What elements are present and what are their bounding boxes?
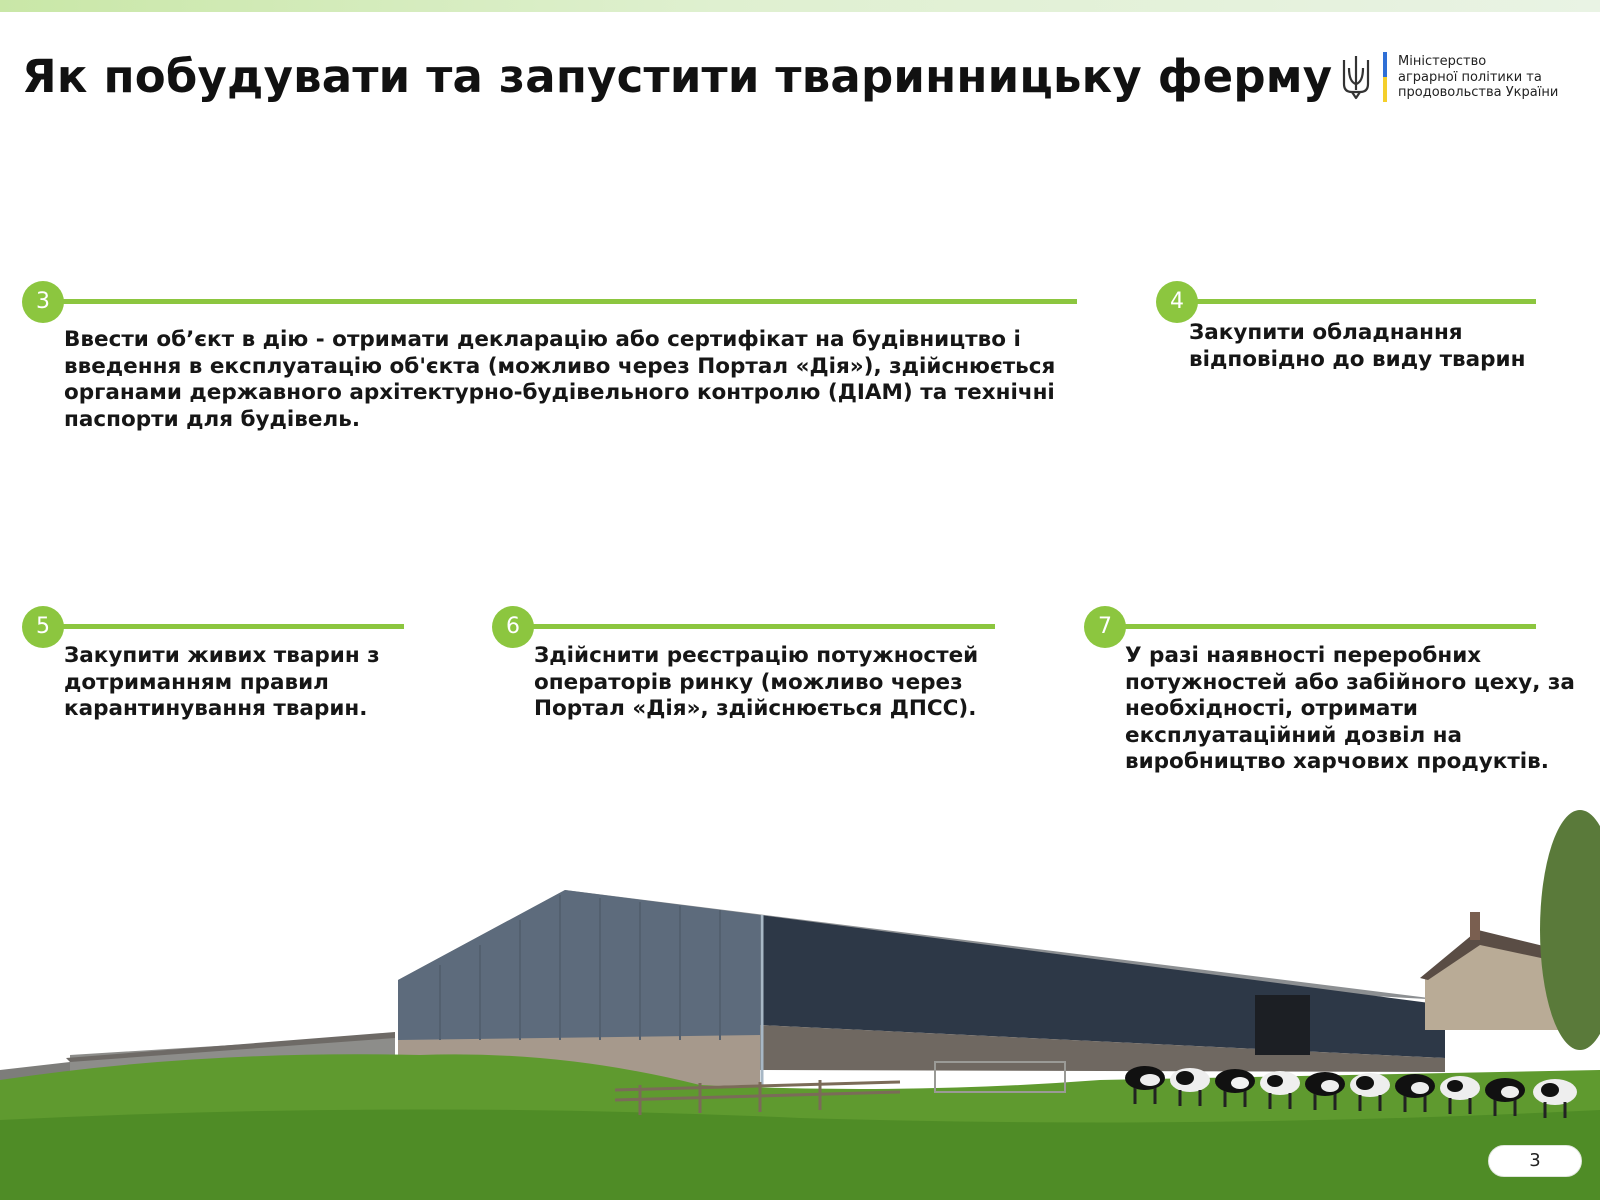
step-divider bbox=[1196, 299, 1536, 304]
trident-icon bbox=[1340, 54, 1372, 100]
step-divider bbox=[1124, 624, 1536, 629]
step-divider bbox=[532, 624, 995, 629]
farm-barn-photo bbox=[0, 800, 1600, 1200]
page-number: 3 bbox=[1488, 1145, 1582, 1177]
step-number-badge: 6 bbox=[492, 606, 534, 648]
ministry-name: Міністерство аграрної політики та продовольства України bbox=[1398, 54, 1559, 100]
step-number-badge: 7 bbox=[1084, 606, 1126, 648]
page-title: Як побудувати та запустити тваринницьку ферму bbox=[22, 50, 1333, 103]
step-text: Ввести об’єкт в дію - отримати декларацію або сертифікат на будівництво і введення в експлуатацію об'єкта (можливо через Портал «Дія»), здійснюється органами державного архітектурно-будівельного контролю (ДІАМ) та технічні паспорти для будівель. bbox=[64, 327, 1056, 432]
step-text: Закупити обладнання відповідно до виду тварин bbox=[1189, 320, 1526, 372]
top-gradient-band bbox=[0, 0, 1600, 12]
step-number-badge: 4 bbox=[1156, 281, 1198, 323]
ministry-logo bbox=[1340, 52, 1590, 102]
step-text: У разі наявності переробних потужностей або забійного цеху, за необхідності, отримати експлуатаційний дозвіл на виробництво харчових продуктів. bbox=[1125, 643, 1575, 774]
step-text: Здійснити реєстрацію потужностей операторів ринку (можливо через Портал «Дія», здійснюється ДПСС). bbox=[534, 643, 979, 721]
step-number-badge: 5 bbox=[22, 606, 64, 648]
step-number-badge: 3 bbox=[22, 281, 64, 323]
flag-bar bbox=[1383, 52, 1387, 102]
step-divider bbox=[62, 624, 404, 629]
step-text: Закупити живих тварин з дотриманням правил карантинування тварин. bbox=[64, 643, 380, 721]
step-divider bbox=[62, 299, 1077, 304]
